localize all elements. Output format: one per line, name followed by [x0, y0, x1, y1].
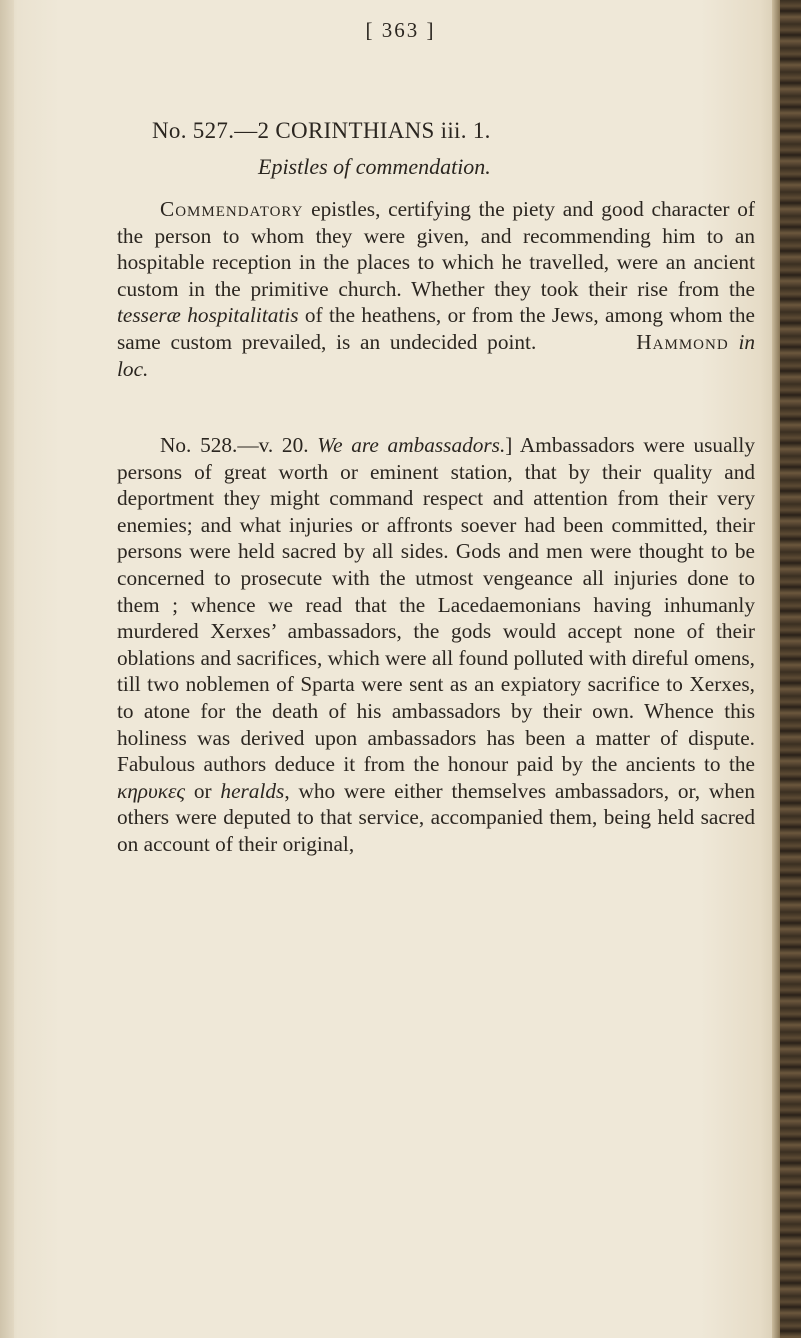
- entry-528-paragraph: [117, 432, 755, 858]
- entry-528-text: Ambassadors were usually persons of great worth or eminent station, that by their quality and deportment they might command respect and attention from their very enemies; and what injuries or affronts soever had been committed, their persons were held sacred by all sides. Gods and men were thought to be concerned to prosecute with the utmost vengeance all injuries done to them ; whence we read that the Lacedaemonians having inhumanly murdered Xerxes’ ambassadors, the gods would accept none of their oblations and sacrifices, which were all found polluted with direful omens, till two noblemen of Sparta were sent as an expiatory sacrifice to Xerxes, to atone for the death of his ambassadors by their own. Whence this holiness was derived upon ambassadors has been a matter of dispute. Fabulous authors deduce it from the honour paid by the ancients to the: [117, 433, 756, 777]
- entry-527-paragraph: [117, 196, 755, 382]
- heralds-term: heralds: [220, 778, 285, 803]
- citation-name: Hammond: [636, 329, 729, 354]
- entry-528-text-end: , who were either themselves ambassadors, or, when others were deputed to that service, accompanied them, being held sacred on account of their original,: [117, 778, 756, 856]
- entry-528-number: No. 528.—v. 20.: [160, 433, 318, 457]
- entry-528-bracket: ]: [505, 433, 513, 457]
- entry-528-body: [117, 432, 755, 858]
- citation-location: in loc.: [117, 329, 756, 381]
- page-left-edge: [0, 0, 14, 1338]
- entry-527-text-continued: of the heathens, or from the Jews, among whom the same custom prevailed, is an undecided point.: [117, 303, 756, 354]
- page-number: [ 363 ]: [365, 18, 436, 42]
- entry-527-text: epistles, certifying the piety and good character of the person to whom they were given, and recommending him to an hospitable reception in the places to which he travelled, were an ancient custom in the primitive church. Whether they took their rise from the: [117, 197, 755, 301]
- entry-527-lead-word: Commendatory: [160, 197, 304, 221]
- entry-527-heading: No. 527.—2 CORINTHIANS iii. 1.: [152, 118, 491, 143]
- entry-528-title: We are ambassadors.: [317, 433, 506, 457]
- entry-528-text-or: or: [185, 778, 221, 803]
- greek-word: κηρυκες: [117, 778, 186, 803]
- binding-gutter: [772, 0, 780, 1338]
- entry-527-body: [117, 196, 755, 382]
- entry-527-latin-term: tesseræ hospitalitatis: [117, 303, 299, 328]
- entry-527-subheading: Epistles of commendation.: [258, 154, 491, 179]
- book-spine: [780, 0, 801, 1338]
